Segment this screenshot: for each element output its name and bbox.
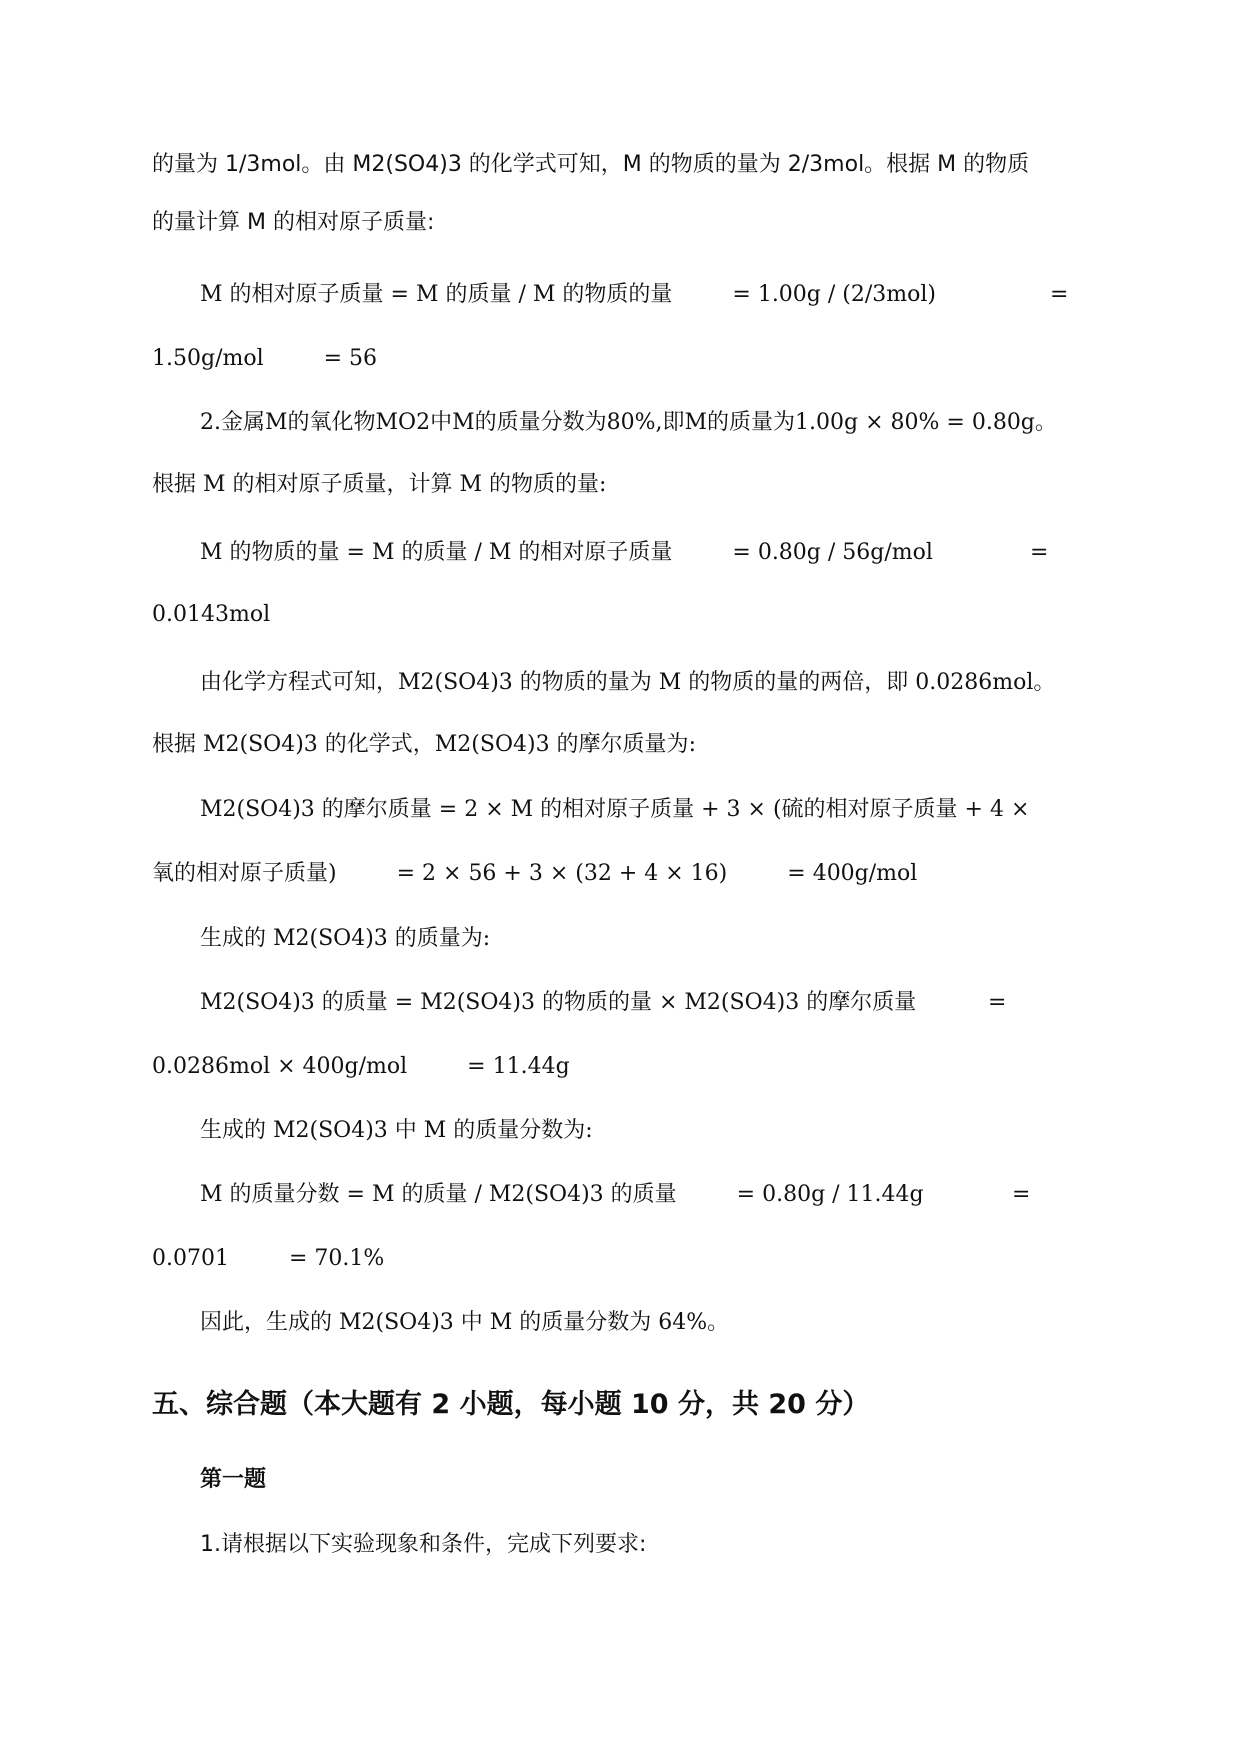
formula-result: = 56 [323, 346, 378, 371]
formula-lhs: M 的物质的量 = M 的质量 / M 的相对原子质量 [200, 540, 673, 565]
formula-line [152, 1052, 570, 1082]
paragraph-line: 2.金属M的氧化物MO2中M的质量分数为80%,即M的质量为1.00g × 80% = 0.80g。 [200, 410, 1057, 435]
formula-result: 0.0143mol [152, 602, 271, 627]
formula-step: 0.0701 [152, 1246, 229, 1271]
paragraph-line: 的量计算 M 的相对原子质量: [152, 210, 435, 235]
paragraph-line: 根据 M2(SO4)3 的化学式，M2(SO4)3 的摩尔质量为: [152, 732, 696, 757]
formula-equals: = [1012, 1182, 1031, 1207]
paragraph-line: 生成的 M2(SO4)3 的质量为: [200, 926, 491, 951]
question-text: 1.请根据以下实验现象和条件，完成下列要求: [200, 1532, 647, 1557]
formula-equals: = [988, 990, 1007, 1015]
formula-result: = 11.44g [467, 1054, 570, 1079]
formula-line [200, 538, 933, 568]
formula-line [152, 859, 917, 889]
formula-line: M2(SO4)3 的质量 = M2(SO4)3 的物质的量 × M2(SO4)3 的摩尔质量 [200, 990, 917, 1015]
paragraph-line: 因此，生成的 M2(SO4)3 中 M 的质量分数为 64%。 [200, 1310, 730, 1335]
paragraph-line: 生成的 M2(SO4)3 中 M 的质量分数为: [200, 1118, 593, 1143]
formula-equals: = [1030, 540, 1049, 565]
formula-step: = 2 × 56 + 3 × (32 + 4 × 16) [396, 861, 728, 886]
formula-equals: = [1050, 282, 1069, 307]
question-title: 第一题 [200, 1467, 267, 1492]
formula-lhs: M 的相对原子质量 = M 的质量 / M 的物质的量 [200, 282, 673, 307]
formula-line [200, 1180, 924, 1210]
formula-step: = 0.80g / 11.44g [736, 1182, 924, 1207]
formula-step: = 0.80g / 56g/mol [732, 540, 933, 565]
formula-result: = 70.1% [288, 1246, 385, 1271]
formula-step: 氧的相对原子质量) [152, 861, 337, 886]
paragraph-line: 由化学方程式可知，M2(SO4)3 的物质的量为 M 的物质的量的两倍，即 0.0286mol。 [200, 670, 1056, 695]
formula-lhs: M 的质量分数 = M 的质量 / M2(SO4)3 的质量 [200, 1182, 677, 1207]
formula-line [152, 1244, 384, 1274]
formula-line [200, 280, 936, 310]
formula-result: = 400g/mol [787, 861, 918, 886]
paragraph-line: 的量为 1/3mol。由 M2(SO4)3 的化学式可知，M 的物质的量为 2/3mol。根据 M 的物质 [152, 152, 1030, 177]
formula-step: 1.50g/mol [152, 346, 264, 371]
section-heading: 五、综合题（本大题有 2 小题，每小题 10 分，共 20 分） [152, 1389, 870, 1420]
formula-step: = 1.00g / (2/3mol) [732, 282, 936, 307]
formula-line [152, 344, 377, 374]
paragraph-line: 根据 M 的相对原子质量，计算 M 的物质的量: [152, 472, 607, 497]
formula-step: 0.0286mol × 400g/mol [152, 1054, 408, 1079]
formula-line: M2(SO4)3 的摩尔质量 = 2 × M 的相对原子质量 + 3 × (硫的相对原子质量 + 4 × [200, 797, 1030, 822]
